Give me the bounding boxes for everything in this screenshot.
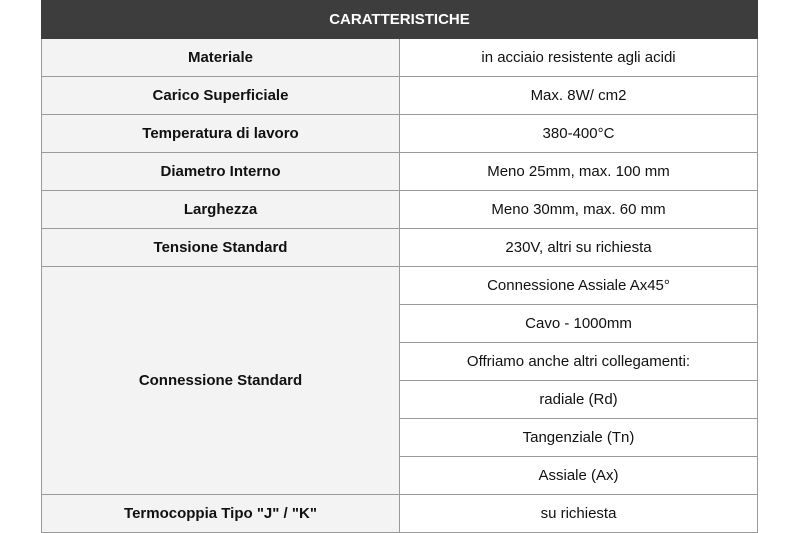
table-header: CARATTERISTICHE: [42, 1, 758, 39]
table-row: [42, 495, 758, 533]
spec-label-tensione: Tensione Standard: [42, 229, 400, 267]
spec-value-connessione-4: radiale (Rd): [400, 381, 758, 419]
spec-value-materiale: in acciaio resistente agli acidi: [400, 39, 758, 77]
spec-value-larghezza: Meno 30mm, max. 60 mm: [400, 191, 758, 229]
table-row: [42, 115, 758, 153]
specifications-table: [41, 0, 758, 533]
table-header-row: [42, 1, 758, 39]
spec-label-connessione: Connessione Standard: [42, 267, 400, 495]
table-row: [42, 39, 758, 77]
spec-label-larghezza: Larghezza: [42, 191, 400, 229]
spec-value-temperatura: 380-400°C: [400, 115, 758, 153]
spec-value-connessione-3: Offriamo anche altri collegamenti:: [400, 343, 758, 381]
spec-label-diametro: Diametro Interno: [42, 153, 400, 191]
spec-label-carico: Carico Superficiale: [42, 77, 400, 115]
spec-value-connessione-2: Cavo - 1000mm: [400, 305, 758, 343]
table-row: [42, 77, 758, 115]
spec-value-carico: Max. 8W/ cm2: [400, 77, 758, 115]
spec-value-tensione: 230V, altri su richiesta: [400, 229, 758, 267]
spec-value-termocoppia: su richiesta: [400, 495, 758, 533]
spec-label-termocoppia: Termocoppia Tipo "J" / "K": [42, 495, 400, 533]
spec-label-temperatura: Temperatura di lavoro: [42, 115, 400, 153]
spec-value-connessione-6: Assiale (Ax): [400, 457, 758, 495]
table-row: [42, 191, 758, 229]
table-row: [42, 267, 758, 305]
spec-value-connessione-5: Tangenziale (Tn): [400, 419, 758, 457]
spec-value-diametro: Meno 25mm, max. 100 mm: [400, 153, 758, 191]
table-row: [42, 153, 758, 191]
spec-label-materiale: Materiale: [42, 39, 400, 77]
spec-value-connessione-1: Connessione Assiale Ax45°: [400, 267, 758, 305]
table-row: [42, 229, 758, 267]
